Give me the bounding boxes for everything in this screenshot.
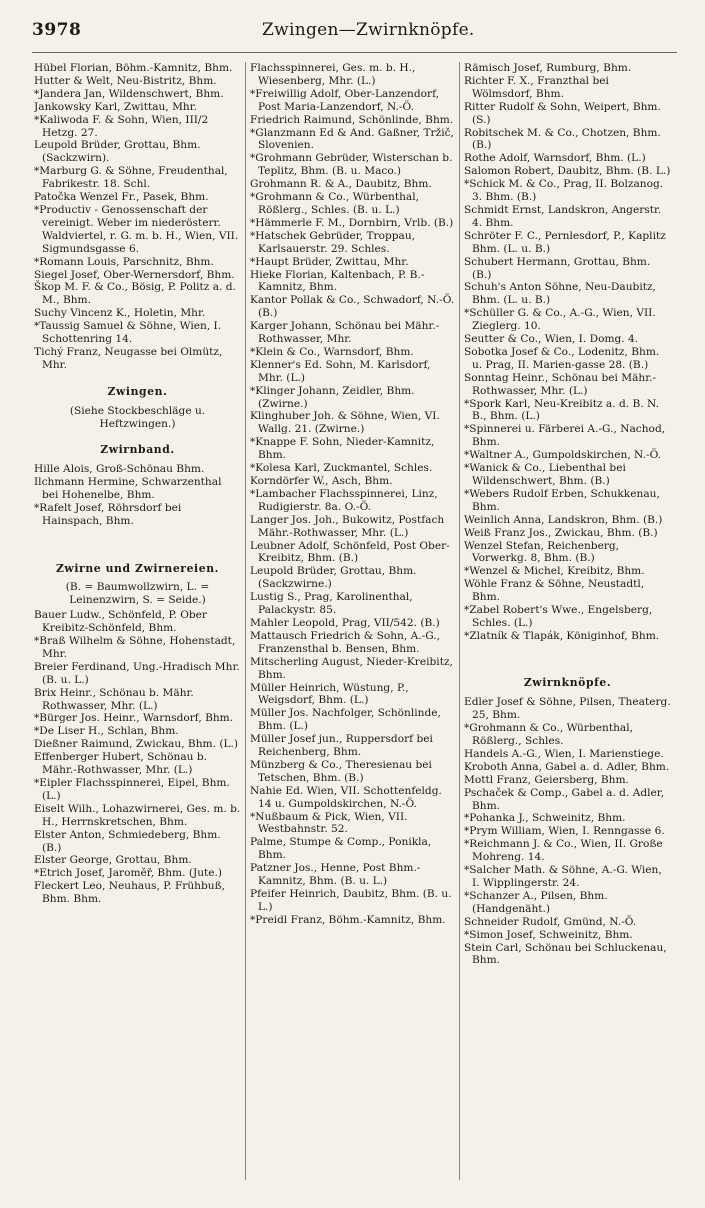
directory-entry: Eiselt Wilh., Lohazwirnerei, Ges. m. b. H., Herrnskretschen, Bhm.	[34, 802, 241, 828]
directory-entry: *Nußbaum & Pick, Wien, VII. Westbahnstr. 52.	[250, 810, 408, 836]
directory-entry: Langer Jos. Joh., Bukowitz, Postfach Mähr.-Rothwasser, Mhr. (L.)	[250, 513, 445, 539]
directory-entry: *Jandera Jan, Wildenschwert, Bhm.	[34, 87, 224, 100]
directory-entry: *Haupt Brüder, Zwittau, Mhr.	[250, 255, 409, 268]
directory-entry: *Waltner A., Gumpoldskirchen, N.-Ö.	[464, 449, 662, 462]
directory-entry: Hieke Florian, Kaltenbach, P. B.-Kamnitz, Bhm.	[250, 268, 425, 294]
section-note: (B. = Baumwollzwirn, L. = Leinenzwirn, S. = Seide.)	[65, 581, 210, 607]
directory-entry: Friedrich Raimund, Schönlinde, Bhm.	[250, 113, 454, 126]
directory-entry: Leubner Adolf, Schönfeld, Post Ober-Kreibitz, Bhm. (B.)	[250, 539, 450, 565]
directory-entry: Handels A.-G., Wien, I. Marienstiege.	[464, 747, 664, 760]
directory-entry: Schneider Rudolf, Gmünd, N.-Ö.	[464, 915, 637, 928]
directory-entry: Pfeifer Heinrich, Daubitz, Bhm. (B. u. L.)	[250, 888, 452, 913]
directory-entry: *Kaliwoda F. & Sohn, Wien, III/2 Hetzg. 27.	[34, 113, 209, 139]
directory-entry: Seutter & Co., Wien, I. Domg. 4.	[464, 333, 639, 346]
directory-entry: Mottl Franz, Geiersberg, Bhm.	[464, 773, 629, 786]
directory-entry: Müller Heinrich, Wüstung, P., Weigsdorf, Bhm. (L.)	[250, 681, 409, 707]
directory-entry: *Glanzmann Ed & And. Gaßner, Tržič, Slovenien.	[250, 126, 454, 152]
section-heading: Zwirnband.	[100, 443, 175, 457]
directory-entry: *Romann Louis, Parschnitz, Bhm.	[34, 255, 214, 268]
directory-entry: Schröter F. C., Pernlesdorf, P., Kaplitz Bhm. (L. u. B.)	[464, 229, 666, 255]
section-heading: Zwirnknöpfe.	[523, 676, 612, 690]
section-heading: Zwirne und Zwirnereien.	[55, 561, 220, 575]
directory-entry: *Wenzel & Michel, Kreibitz, Bhm.	[464, 565, 645, 578]
directory-entry: *Lambacher Flachsspinnerei, Linz, Rudigierstr. 8a. O.-Ö.	[250, 487, 438, 513]
directory-entry: Pschaček & Comp., Gabel a. d. Adler, Bhm.	[464, 786, 665, 812]
directory-entry: Siegel Josef, Ober-Wernersdorf, Bhm.	[34, 268, 235, 281]
directory-entry: Palme, Stumpe & Comp., Ponikla, Bhm.	[250, 836, 432, 862]
directory-entry: Klinghuber Joh. & Söhne, Wien, VI. Wallg. 21. (Zwirne.)	[250, 410, 440, 436]
directory-entry: *Zabel Robert's Wwe., Engelsberg, Schles. (L.)	[464, 604, 653, 629]
directory-entry: *Hämmerle F. M., Dornbirn, Vrlb. (B.)	[250, 216, 454, 229]
directory-entry: Robitschek M. & Co., Chotzen, Bhm. (B.)	[464, 126, 661, 152]
directory-entry: *Pohanka J., Schweinitz, Bhm.	[464, 812, 626, 825]
directory-entry: Ilchmann Hermine, Schwarzenthal bei Hohenelbe, Bhm.	[34, 476, 222, 502]
directory-entry: Kantor Pollak & Co., Schwadorf, N.-Ö. (B.)	[250, 294, 455, 320]
directory-entry: Suchy Vincenz K., Holetin, Mhr.	[34, 307, 206, 320]
directory-entry: Patočka Wenzel Fr., Pasek, Bhm.	[34, 191, 209, 204]
directory-entry: Hille Alois, Groß-Schönau Bhm.	[34, 463, 205, 476]
directory-entry: Nahie Ed. Wien, VII. Schottenfeldg. 14 u. Gumpoldskirchen, N.-Ö.	[250, 784, 442, 810]
directory-entry: Karger Johann, Schönau bei Mähr.-Rothwasser, Mhr.	[250, 320, 440, 346]
directory-entry: Mattausch Friedrich & Sohn, A.-G., Franzensthal b. Bensen, Bhm.	[250, 629, 441, 655]
directory-entry: Münzberg & Co., Theresienau bei Tetschen, Bhm. (B.)	[250, 758, 432, 784]
directory-entry: Brix Heinr., Schönau b. Mähr. Rothwasser, Mhr. (L.)	[34, 686, 194, 712]
directory-entry: Weinlich Anna, Landskron, Bhm. (B.)	[464, 513, 663, 526]
directory-entry: *Grohmann Gebrüder, Wisterschan b. Teplitz, Bhm. (B. u. Maco.)	[250, 152, 453, 178]
column-3	[464, 62, 671, 1192]
column-1	[34, 62, 241, 1192]
section-note: (Siehe Stockbeschläge u. Heftzwingen.)	[69, 404, 206, 430]
directory-entry: Elster Anton, Schmiedeberg, Bhm. (B.)	[34, 828, 221, 854]
directory-entry: *Kolesa Karl, Zuckmantel, Schles.	[250, 462, 433, 475]
directory-entry: *Braß Wilhelm & Söhne, Hohenstadt, Mhr.	[34, 635, 236, 660]
directory-entry: Hübel Florian, Böhm.-Kamnitz, Bhm.	[34, 62, 233, 74]
directory-entry: Leupold Brüder, Grottau, Bhm. (Sackzwirne.)	[250, 565, 417, 591]
directory-entry: Sonntag Heinr., Schönau bei Mähr.-Rothwasser, Mhr. (L.)	[464, 371, 657, 397]
directory-entry: *Taussig Samuel & Söhne, Wien, I. Schottenring 14.	[34, 320, 222, 346]
directory-entry: Schubert Hermann, Grottau, Bhm. (B.)	[464, 255, 651, 281]
directory-entry: Korndörfer W., Asch, Bhm.	[250, 475, 393, 487]
directory-entry: *Webers Rudolf Erben, Schukkenau, Bhm.	[464, 487, 660, 513]
directory-entry: Klenner's Ed. Sohn, M. Karlsdorf, Mhr. (L.)	[250, 358, 431, 384]
directory-entry: Edler Josef & Söhne, Pilsen, Theaterg. 25, Bhm.	[464, 696, 671, 722]
directory-entry: *Rafelt Josef, Röhrsdorf bei Hainspach, Bhm.	[34, 502, 182, 527]
spacer	[464, 653, 671, 663]
directory-entry: Schmidt Ernst, Landskron, Angerstr. 4. Bhm.	[464, 203, 662, 229]
directory-entry: Müller Jos. Nachfolger, Schönlinde, Bhm. (L.)	[250, 707, 441, 733]
column-2	[250, 62, 457, 1192]
directory-entry: Kroboth Anna, Gabel a. d. Adler, Bhm.	[464, 760, 670, 773]
directory-entry: Škop M. F. & Co., Bösig, P. Politz a. d. M., Bhm.	[34, 281, 236, 307]
directory-entry: *Prym William, Wien, I. Renngasse 6.	[464, 825, 665, 838]
directory-entry: *Spork Karl, Neu-Kreibitz a. d. B. N. B., Bhm. (L.)	[464, 397, 659, 423]
directory-entry: *Simon Josef, Schweinitz, Bhm.	[464, 928, 633, 941]
directory-entry: *Productiv - Genossenschaft der vereinigt. Weber im niederösterr. Waldviertel, r. G. m. b. H., Wien, VII. Sigmundsgasse 6.	[34, 203, 239, 255]
directory-entry: *Hatschek Gebrüder, Troppau, Karlsauerstr. 29. Schles.	[250, 229, 416, 255]
directory-entry: Rämisch Josef, Rumburg, Bhm.	[464, 62, 632, 74]
directory-columns	[34, 62, 679, 1192]
directory-entry: Rothe Adolf, Warnsdorf, Bhm. (L.)	[464, 152, 646, 165]
directory-entry: Bauer Ludw., Schönfeld, P. Ober Kreibitz-Schönfeld, Bhm.	[34, 609, 207, 635]
header-rule	[32, 52, 677, 53]
directory-entry: Müller Josef jun., Ruppersdorf bei Reichenberg, Bhm.	[250, 733, 433, 759]
directory-entry: *Freiwillig Adolf, Ober-Lanzendorf, Post Maria-Lanzendorf, N.-Ö.	[250, 87, 439, 113]
directory-entry: Grohmann R. & A., Daubitz, Bhm.	[250, 178, 432, 191]
directory-entry: Jankowsky Karl, Zwittau, Mhr.	[34, 100, 198, 113]
directory-entry: Salomon Robert, Daubitz, Bhm. (B. L.)	[464, 165, 671, 178]
directory-entry: Dießner Raimund, Zwickau, Bhm. (L.)	[34, 738, 238, 751]
directory-entry: Elster George, Grottau, Bhm.	[34, 854, 192, 867]
directory-entry: *Schick M. & Co., Prag, II. Bolzanog. 3. Bhm. (B.)	[464, 178, 664, 204]
directory-entry: *Schanzer A., Pilsen, Bhm. (Handgenäht.)	[464, 889, 608, 915]
directory-entry: Weiß Franz Jos., Zwickau, Bhm. (B.)	[464, 526, 658, 539]
section-heading: Zwingen.	[107, 384, 168, 398]
directory-entry: *Knappe F. Sohn, Nieder-Kamnitz, Bhm.	[250, 436, 435, 462]
directory-entry: *Grohmann & Co., Würbenthal, Rößlerg., Schles.	[464, 722, 633, 747]
directory-entry: Leupold Brüder, Grottau, Bhm. (Sackzwirn).	[34, 139, 201, 165]
page-header	[32, 20, 684, 50]
directory-entry: Patzner Jos., Henne, Post Bhm.-Kamnitz, Bhm. (B. u. L.)	[250, 862, 421, 888]
directory-entry: Effenberger Hubert, Schönau b. Mähr.-Rothwasser, Mhr. (L.)	[34, 751, 207, 777]
directory-entry: *Klinger Johann, Zeidler, Bhm. (Zwirne.)	[250, 384, 415, 410]
directory-entry: Schuh's Anton Söhne, Neu-Daubitz, Bhm. (L. u. B.)	[464, 281, 656, 307]
directory-entry: *Reichmann J. & Co., Wien, II. Große Mohreng. 14.	[464, 838, 663, 864]
directory-entry: Sobotka Josef & Co., Lodenitz, Bhm. u. Prag, II. Marien-gasse 28. (B.)	[464, 345, 660, 371]
directory-entry: *Schüller G. & Co., A.-G., Wien, VII. Zieglerg. 10.	[464, 307, 656, 333]
directory-entry: Tichý Franz, Neugasse bei Olmütz, Mhr.	[34, 345, 223, 371]
directory-entry: *Marburg G. & Söhne, Freudenthal, Fabrikestr. 18. Schl.	[34, 165, 228, 191]
directory-entry: *Wanick & Co., Liebenthal bei Wildenschwert, Bhm. (B.)	[464, 462, 626, 487]
directory-entry: *Grohmann & Co., Würbenthal, Rößlerg., Schles. (B. u. L.)	[250, 191, 419, 216]
directory-entry: *De Liser H., Schlan, Bhm.	[34, 725, 179, 738]
directory-entry: Wöhle Franz & Söhne, Neustadtl, Bhm.	[464, 578, 645, 604]
directory-entry: *Zlatník & Tlapák, Königinhof, Bhm.	[464, 629, 660, 642]
page-title: Zwingen—Zwirnknöpfe.	[262, 20, 475, 40]
directory-entry: Richter F. X., Franzthal bei Wölmsdorf, Bhm.	[464, 74, 609, 100]
directory-entry: Wenzel Stefan, Reichenberg, Vorwerkg. 8, Bhm. (B.)	[464, 539, 620, 565]
directory-entry: *Klein & Co., Warnsdorf, Bhm.	[250, 345, 414, 358]
directory-entry: Hutter & Welt, Neu-Bistritz, Bhm.	[34, 74, 217, 87]
directory-entry: Breier Ferdinand, Ung.-Hradisch Mhr. (B. u. L.)	[34, 660, 240, 686]
directory-entry: Fleckert Leo, Neuhaus, P. Frühbuß, Bhm. Bhm.	[34, 880, 226, 906]
directory-entry: Mahler Leopold, Prag, VII/542. (B.)	[250, 616, 440, 629]
directory-entry: Lustig S., Prag, Karolinenthal, Palackystr. 85.	[250, 591, 413, 617]
directory-entry: *Preidl Franz, Böhm.-Kamnitz, Bhm.	[250, 913, 446, 926]
directory-entry: Mitscherling August, Nieder-Kreibitz, Bhm.	[250, 655, 453, 681]
page-number: 3978	[32, 20, 82, 40]
directory-entry: *Salcher Math. & Söhne, A.-G. Wien, I. Wipplingerstr. 24.	[464, 864, 662, 889]
directory-entry: Stein Carl, Schönau bei Schluckenau, Bhm.	[464, 941, 667, 967]
spacer	[34, 539, 241, 549]
directory-entry: *Bürger Jos. Heinr., Warnsdorf, Bhm.	[34, 712, 234, 725]
directory-entry: *Eipler Flachsspinnerei, Eipel, Bhm. (L.)	[34, 777, 230, 802]
directory-entry: *Spinnerei u. Färberei A.-G., Nachod, Bhm.	[464, 423, 666, 449]
directory-entry: *Etrich Josef, Jaroměř, Bhm. (Jute.)	[34, 867, 223, 880]
directory-entry: Ritter Rudolf & Sohn, Weipert, Bhm. (S.)	[464, 100, 661, 126]
directory-entry: Flachsspinnerei, Ges. m. b. H., Wiesenberg, Mhr. (L.)	[250, 62, 416, 87]
